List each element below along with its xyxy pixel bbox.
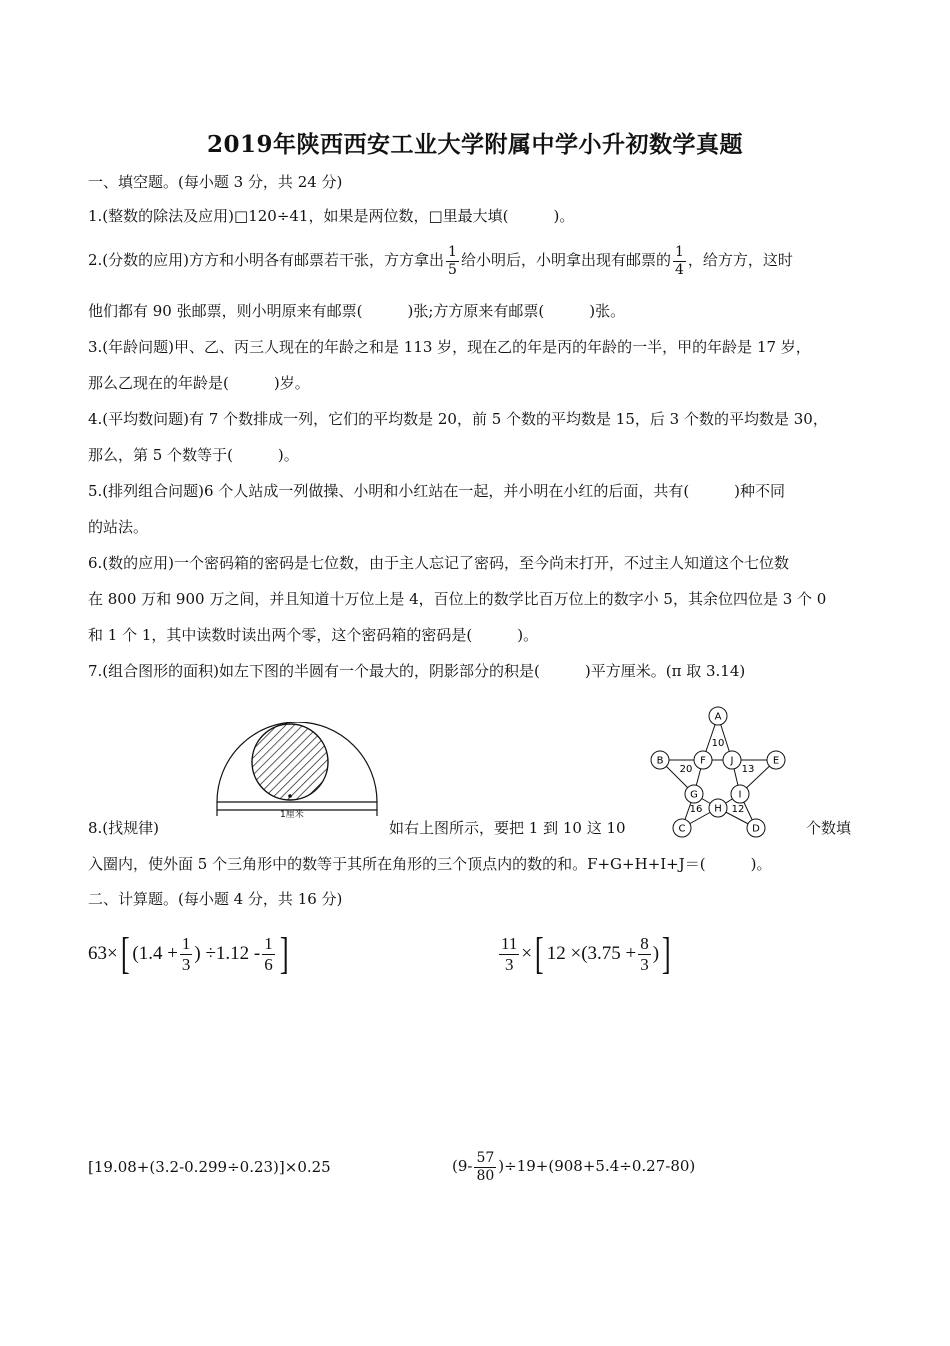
calc2-fraction-1 bbox=[499, 934, 519, 975]
calc4-frac-numerator: 57 bbox=[476, 1149, 495, 1166]
question-6-line3: 和 1 个 1，其中读数时读出两个零，这个密码箱的密码是( )。 bbox=[88, 626, 539, 644]
q2-fraction-2 bbox=[673, 244, 686, 279]
question-1: 1.(整数的除法及应用)□120÷41，如果是两位数，□里最大填( )。 bbox=[88, 207, 575, 225]
q2-text-a: 2.(分数的应用)方方和小明各有邮票若干张，方方拿出 bbox=[88, 251, 445, 269]
calc2-left-bracket: [ bbox=[535, 929, 544, 978]
q2-frac1-denominator: 5 bbox=[448, 261, 457, 278]
question-6-line1: 6.(数的应用)一个密码箱的密码是七位数，由于主人忘记了密码，至今尚末打开，不过主人知道这个七位数 bbox=[88, 554, 790, 572]
star-node-label-C: C bbox=[678, 823, 686, 835]
calc2-frac2-denominator: 3 bbox=[640, 954, 649, 974]
calc2-times: × bbox=[521, 943, 533, 964]
calc4-text-b: )÷19+(908+5.4÷0.27-80) bbox=[498, 1157, 696, 1175]
calc-expression-2 bbox=[497, 929, 674, 978]
star-node-label-F: F bbox=[700, 755, 706, 767]
star-node-label-E: E bbox=[772, 755, 780, 767]
star-triangle-value: 20 bbox=[679, 764, 693, 775]
section2-heading: 二、计算题。(每小题 4 分，共 16 分) bbox=[88, 890, 343, 908]
q2-frac2-numerator: 1 bbox=[674, 243, 684, 260]
question-3-line2: 那么乙现在的年龄是( )岁。 bbox=[88, 374, 310, 392]
star-triangle-value: 16 bbox=[689, 804, 703, 815]
calc1-frac2-numerator: 1 bbox=[264, 933, 273, 953]
question-4-line1: 4.(平均数问题)有 7 个数排成一列，它们的平均数是 20，前 5 个数的平均数是 15，后 3 个数的平均数是 30， bbox=[88, 410, 828, 428]
question-6-line2: 在 800 万和 900 万之间，并且知道十万位上是 4，百位上的数学比百万位上的数字小 5，其余位四位是 3 个 0 bbox=[88, 590, 827, 608]
question-5-line2: 的站法。 bbox=[88, 518, 149, 536]
q2-frac1-numerator: 1 bbox=[448, 243, 457, 260]
figure-label: 1厘米 bbox=[280, 810, 304, 820]
star-node-label-J: J bbox=[730, 755, 734, 767]
calc1-lead: 63× bbox=[88, 943, 118, 964]
star-node-label-A: A bbox=[714, 711, 722, 723]
question-8-text-b: 如右上图所示，要把 1 到 10 这 10 bbox=[389, 819, 626, 837]
calc4-fraction bbox=[474, 1150, 496, 1185]
calc1-fraction-2 bbox=[262, 934, 275, 975]
star-node-label-I: I bbox=[738, 789, 742, 801]
question-8-line2: 入圈内，使外面 5 个三角形中的数等于其所在角形的三个顶点内的数的和。F+G+H+I+J＝( )。 bbox=[88, 855, 772, 873]
question-7: 7.(组合图形的面积)如左下图的半圆有一个最大的，阴影部分的积是( )平方厘米。(π 取 3.14) bbox=[88, 662, 746, 680]
calc2-frac2-numerator: 8 bbox=[640, 933, 649, 953]
star-node-label-H: H bbox=[714, 803, 722, 815]
star-figure bbox=[640, 700, 800, 840]
star-triangle-value: 13 bbox=[741, 764, 755, 775]
question-5-line1: 5.(排列组合问题)6 个人站成一列做操、小明和小红站在一起，并小明在小红的后面，共有( )种不同 bbox=[88, 482, 786, 500]
star-node-label-D: D bbox=[752, 823, 760, 835]
calc4-text-a: (9- bbox=[452, 1157, 473, 1175]
calc1-inner-b: ) ÷1.12 - bbox=[194, 943, 261, 964]
question-4-line2: 那么，第 5 个数等于( )。 bbox=[88, 446, 299, 464]
star-triangle-value: 12 bbox=[731, 804, 745, 815]
calc2-inner-a: 12 ×(3.75 + bbox=[546, 943, 637, 964]
star-triangle-value: 10 bbox=[711, 738, 725, 749]
question-8-text-c: 个数填 bbox=[806, 819, 852, 837]
q2-text-b: 给小明后，小明拿出现有邮票的 bbox=[460, 251, 671, 269]
q2-frac2-denominator: 4 bbox=[674, 261, 684, 278]
calc-expression-3: [19.08+(3.2-0.299÷0.23)]×0.25 bbox=[88, 1158, 331, 1176]
shaded-circle bbox=[252, 724, 328, 800]
question-8-text-a: 8.(找规律) bbox=[88, 819, 160, 837]
question-3-line1: 3.(年龄问题)甲、乙、丙三人现在的年龄之和是 113 岁，现在乙的年是丙的年龄的一半，甲的年龄是 17 岁， bbox=[88, 338, 811, 356]
calc1-right-bracket: ] bbox=[279, 929, 289, 978]
question-2-line2: 他们都有 90 张邮票，则小明原来有邮票( )张;方方原来有邮票( )张。 bbox=[88, 302, 626, 320]
page-title: 2019年陕西西安工业大学附属中学小升初数学真题 bbox=[206, 131, 743, 158]
question-2-line1 bbox=[88, 241, 793, 279]
calc1-left-bracket: [ bbox=[120, 929, 130, 978]
calc2-fraction-2 bbox=[638, 934, 651, 975]
calc-expression-4 bbox=[452, 1143, 695, 1189]
star-node-label-G: G bbox=[690, 789, 698, 801]
q2-text-c: ，给方方，这时 bbox=[687, 251, 793, 269]
star-node-label-B: B bbox=[656, 755, 664, 767]
q2-fraction-1 bbox=[446, 244, 459, 279]
calc2-inner-b: ) bbox=[652, 943, 660, 964]
calc1-frac1-numerator: 1 bbox=[181, 933, 191, 953]
calc2-frac1-numerator: 11 bbox=[501, 933, 518, 953]
calc1-fraction-1 bbox=[180, 934, 193, 975]
calc1-inner-a: (1.4 + bbox=[132, 943, 178, 964]
calc-expression-1 bbox=[88, 929, 291, 978]
calc1-frac1-denominator: 3 bbox=[181, 954, 191, 974]
calc2-frac1-denominator: 3 bbox=[504, 954, 514, 974]
calc4-frac-denominator: 80 bbox=[476, 1167, 495, 1184]
calc1-frac2-denominator: 6 bbox=[264, 954, 273, 974]
semicircle-figure bbox=[212, 722, 382, 822]
section1-heading: 一、填空题。(每小题 3 分，共 24 分) bbox=[88, 173, 343, 191]
calc2-right-bracket: ] bbox=[662, 929, 671, 978]
